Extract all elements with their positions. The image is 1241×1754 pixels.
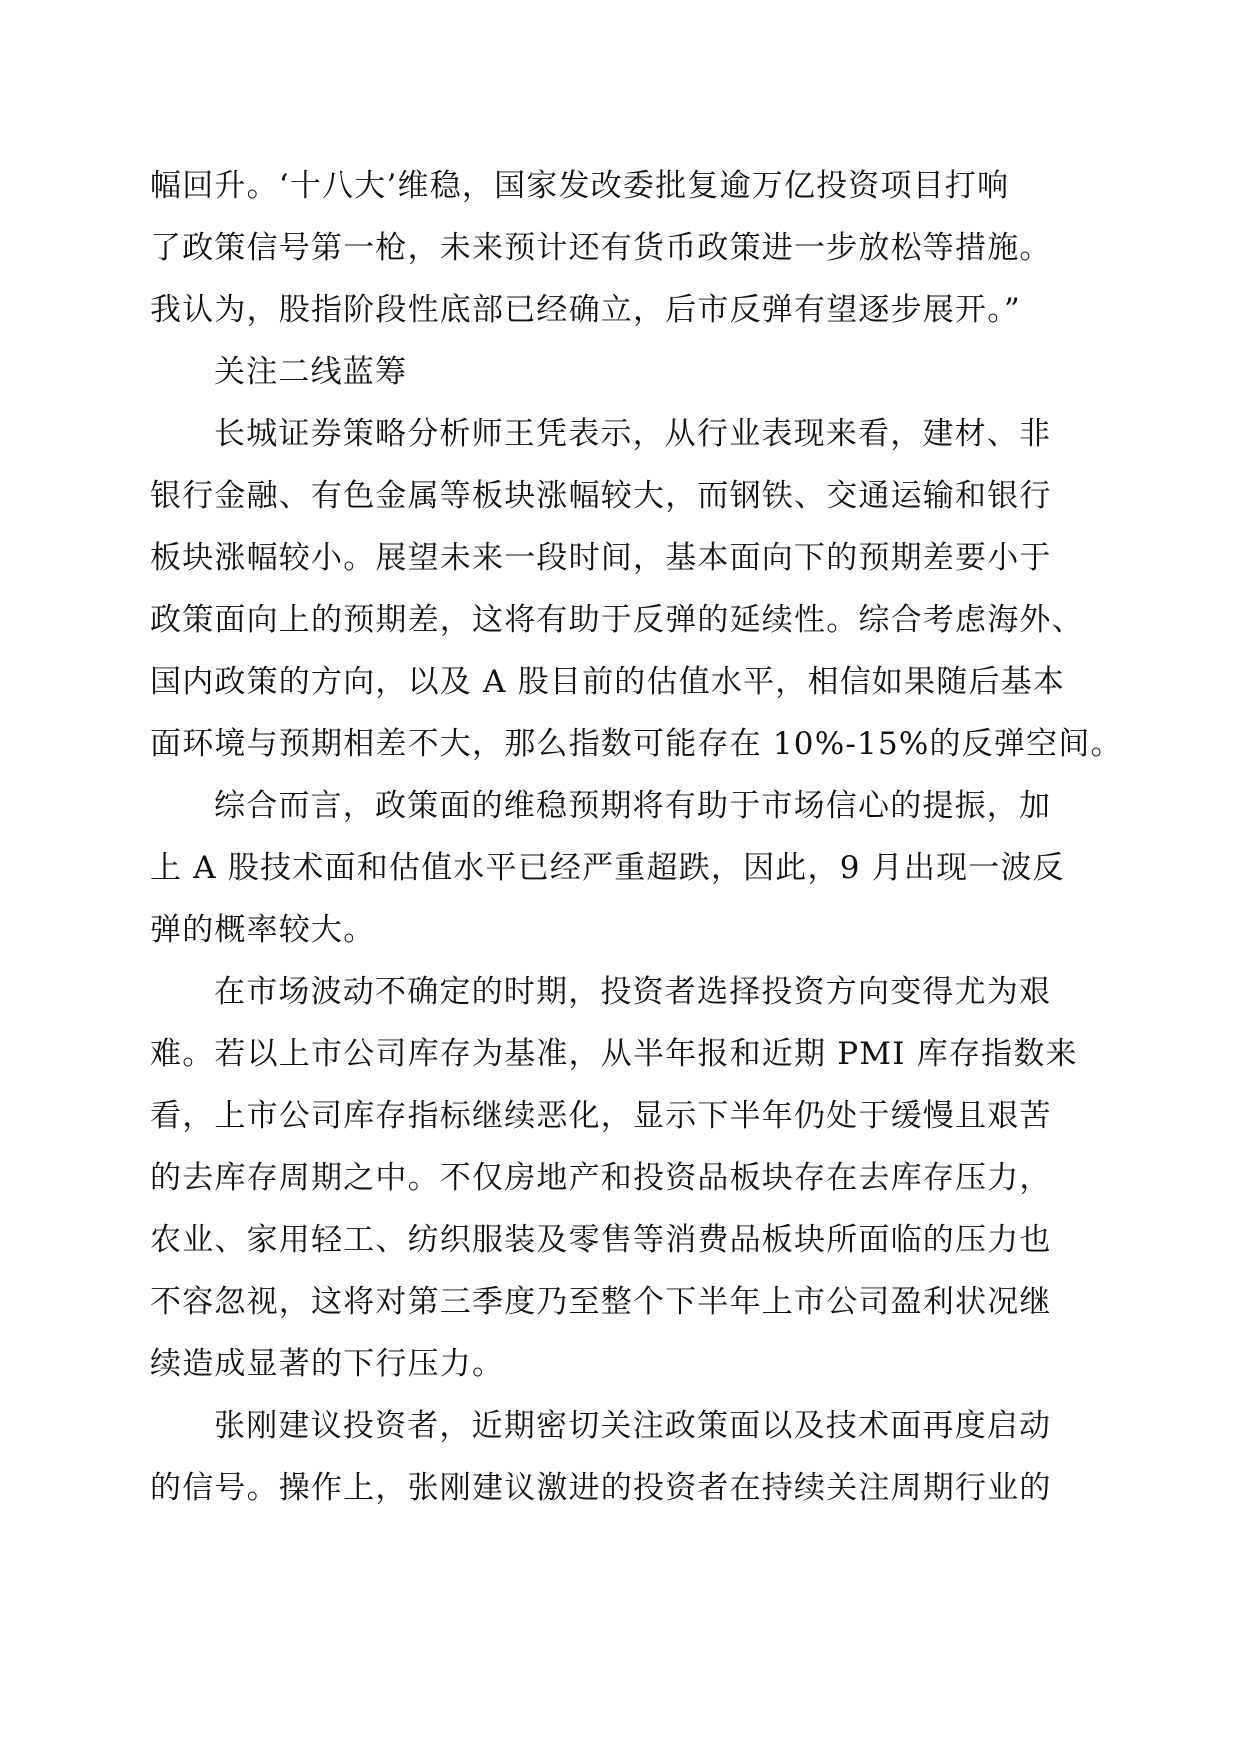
text-line: 在市场波动不确定的时期，投资者选择投资方向变得尤为艰: [214, 974, 1052, 1010]
text-line: 板块涨幅较小。展望未来一段时间，基本面向下的预期差要小于: [150, 540, 1052, 576]
text-line: 国内政策的方向，以及 A 股目前的估值水平，相信如果随后基本: [150, 664, 1066, 700]
text-line: 政策面向上的预期差，这将有助于反弹的延续性。综合考虑海外、: [150, 602, 1084, 638]
text-line: 了政策信号第一枪，未来预计还有货币政策进一步放松等措施。: [150, 230, 1052, 266]
section-heading: 关注二线蓝筹: [214, 354, 408, 390]
text-line: 幅回升。‘十八大’维稳，国家发改委批复逾万亿投资项目打响: [150, 168, 1010, 204]
article-body: [150, 155, 1123, 1519]
text-line: 的信号。操作上，张刚建议激进的投资者在持续关注周期行业的: [150, 1470, 1052, 1506]
text-line: 看，上市公司库存指标继续恶化，显示下半年仍处于缓慢且艰苦: [150, 1098, 1052, 1134]
text-line: 弹的概率较大。: [150, 912, 376, 948]
text-line: 我认为，股指阶段性底部已经确立，后市反弹有望逐步展开。”: [150, 292, 1021, 328]
text-line: 难。若以上市公司库存为基准，从半年报和近期 PMI 库存指数来: [150, 1036, 1078, 1072]
text-line: 面环境与预期相差不大，那么指数可能存在 10%-15%的反弹空间。: [150, 726, 1123, 762]
text-line: 张刚建议投资者，近期密切关注政策面以及技术面再度启动: [214, 1408, 1052, 1444]
text-line: 长城证券策略分析师王凭表示，从行业表现来看，建材、非: [214, 416, 1052, 452]
text-line: 综合而言，政策面的维稳预期将有助于市场信心的提振，加: [214, 788, 1052, 824]
text-line: 不容忽视，这将对第三季度乃至整个下半年上市公司盈利状况继: [150, 1284, 1052, 1320]
text-line: 的去库存周期之中。不仅房地产和投资品板块存在去库存压力，: [150, 1160, 1052, 1196]
text-line: 银行金融、有色金属等板块涨幅较大，而钢铁、交通运输和银行: [150, 478, 1052, 514]
text-line: 农业、家用轻工、纺织服装及零售等消费品板块所面临的压力也: [150, 1222, 1052, 1258]
text-line: 续造成显著的下行压力。: [150, 1346, 505, 1382]
text-line: 上 A 股技术面和估值水平已经严重超跌，因此，9 月出现一波反: [150, 850, 1065, 886]
